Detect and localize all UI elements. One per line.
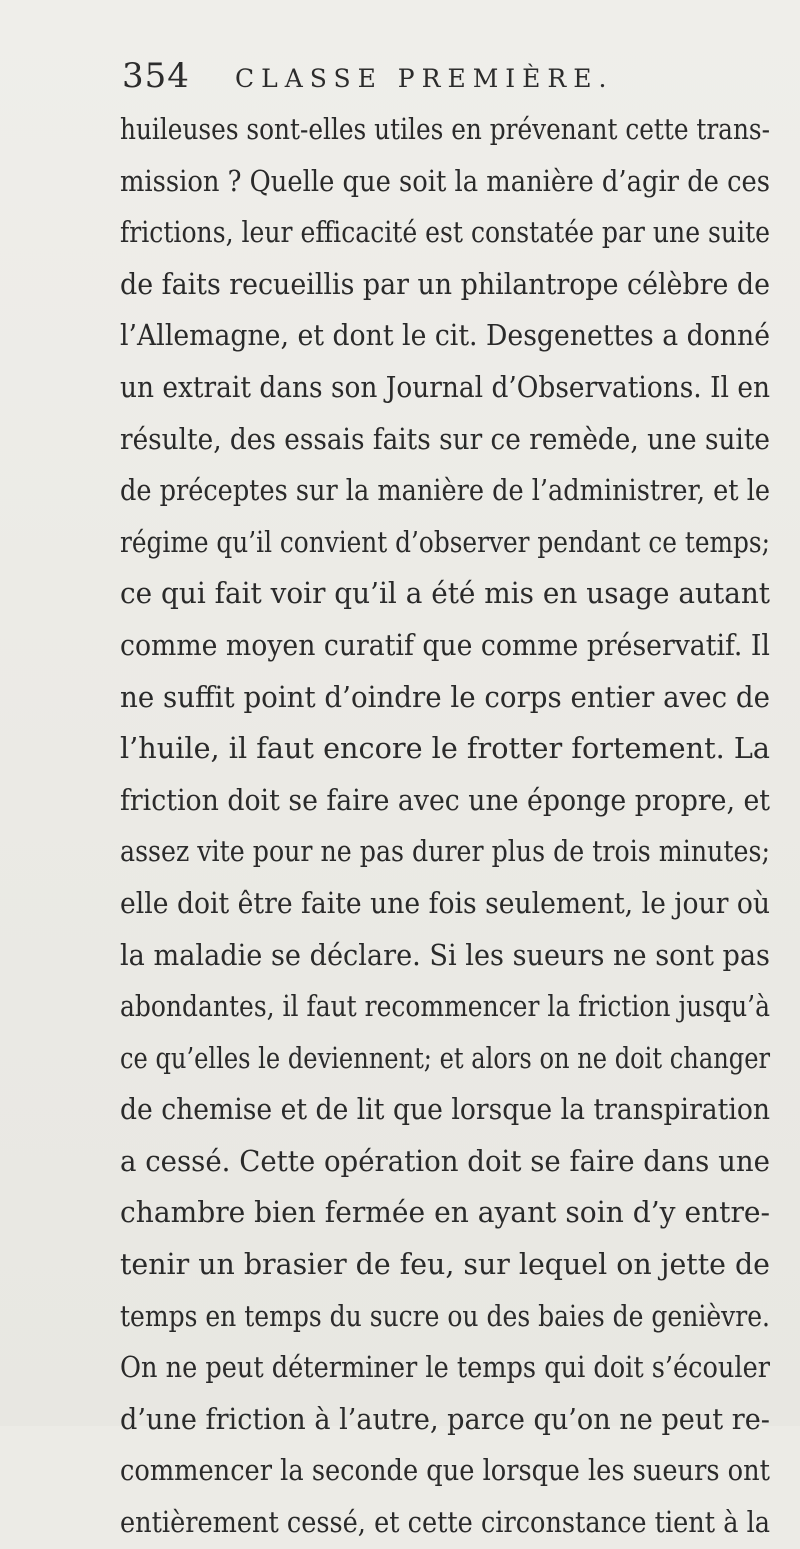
body-text [120, 104, 770, 1549]
text-line: tenir un brasier de feu, sur lequel on jette de [120, 1247, 770, 1282]
text-line: l’huile, il faut encore le frotter fortement. La [120, 731, 771, 766]
text-line: d’une friction à l’autre, parce qu’on ne peut re- [120, 1401, 770, 1436]
text-line: de chemise et de lit que lorsque la transpiration [120, 1092, 771, 1127]
text-line: de préceptes sur la manière de l’administrer, et le [120, 473, 771, 508]
text-line: comme moyen curatif que comme préservatif. Il [120, 627, 770, 662]
text-line: assez vite pour ne pas durer plus de trois minutes; [120, 834, 770, 869]
text-line: abondantes, il faut recommencer la friction jusqu’à [120, 989, 771, 1024]
text-line: un extrait dans son Journal d’Observations. Il en [120, 369, 770, 404]
running-title: CLASSE PREMIÈRE. [235, 64, 614, 93]
text-line: friction doit se faire avec une éponge propre, et [120, 782, 771, 817]
text-line: résulte, des essais faits sur ce remède, une suite [120, 421, 770, 456]
text-line: ne suffit point d’oindre le corps entier avec de [120, 679, 771, 714]
text-line: commencer la seconde que lorsque les sueurs ont [120, 1453, 770, 1488]
page-header [122, 56, 742, 108]
text-line: mission ? Quelle que soit la manière d’agir de ces [120, 163, 771, 198]
text-line: l’Allemagne, et dont le cit. Desgenettes a donné [120, 318, 770, 353]
text-line: elle doit être faite une fois seulement, le jour où [120, 885, 771, 920]
text-line: entièrement cessé, et cette circonstance tient à la [120, 1505, 771, 1540]
text-line: de faits recueillis par un philantrope célèbre de [120, 266, 771, 301]
text-line: ce qu’elles le deviennent; et alors on ne doit changer [120, 1040, 771, 1075]
text-line: la maladie se déclare. Si les sueurs ne sont pas [120, 937, 770, 972]
text-line: ce qui fait voir qu’il a été mis en usage autant [120, 576, 771, 611]
text-line: régime qu’il convient d’observer pendant ce temps; [120, 524, 770, 559]
text-line: temps en temps du sucre ou des baies de genièvre. [120, 1298, 770, 1333]
page-number: 354 [122, 56, 190, 96]
text-line: chambre bien fermée en ayant soin d’y entre- [120, 1195, 770, 1230]
text-line: a cessé. Cette opération doit se faire dans une [120, 1143, 771, 1178]
text-line: huileuses sont-elles utiles en prévenant cette trans- [120, 112, 771, 146]
text-line: frictions, leur efficacité est constatée par une suite [120, 215, 771, 250]
text-line: On ne peut déterminer le temps qui doit s’écouler [120, 1350, 770, 1385]
